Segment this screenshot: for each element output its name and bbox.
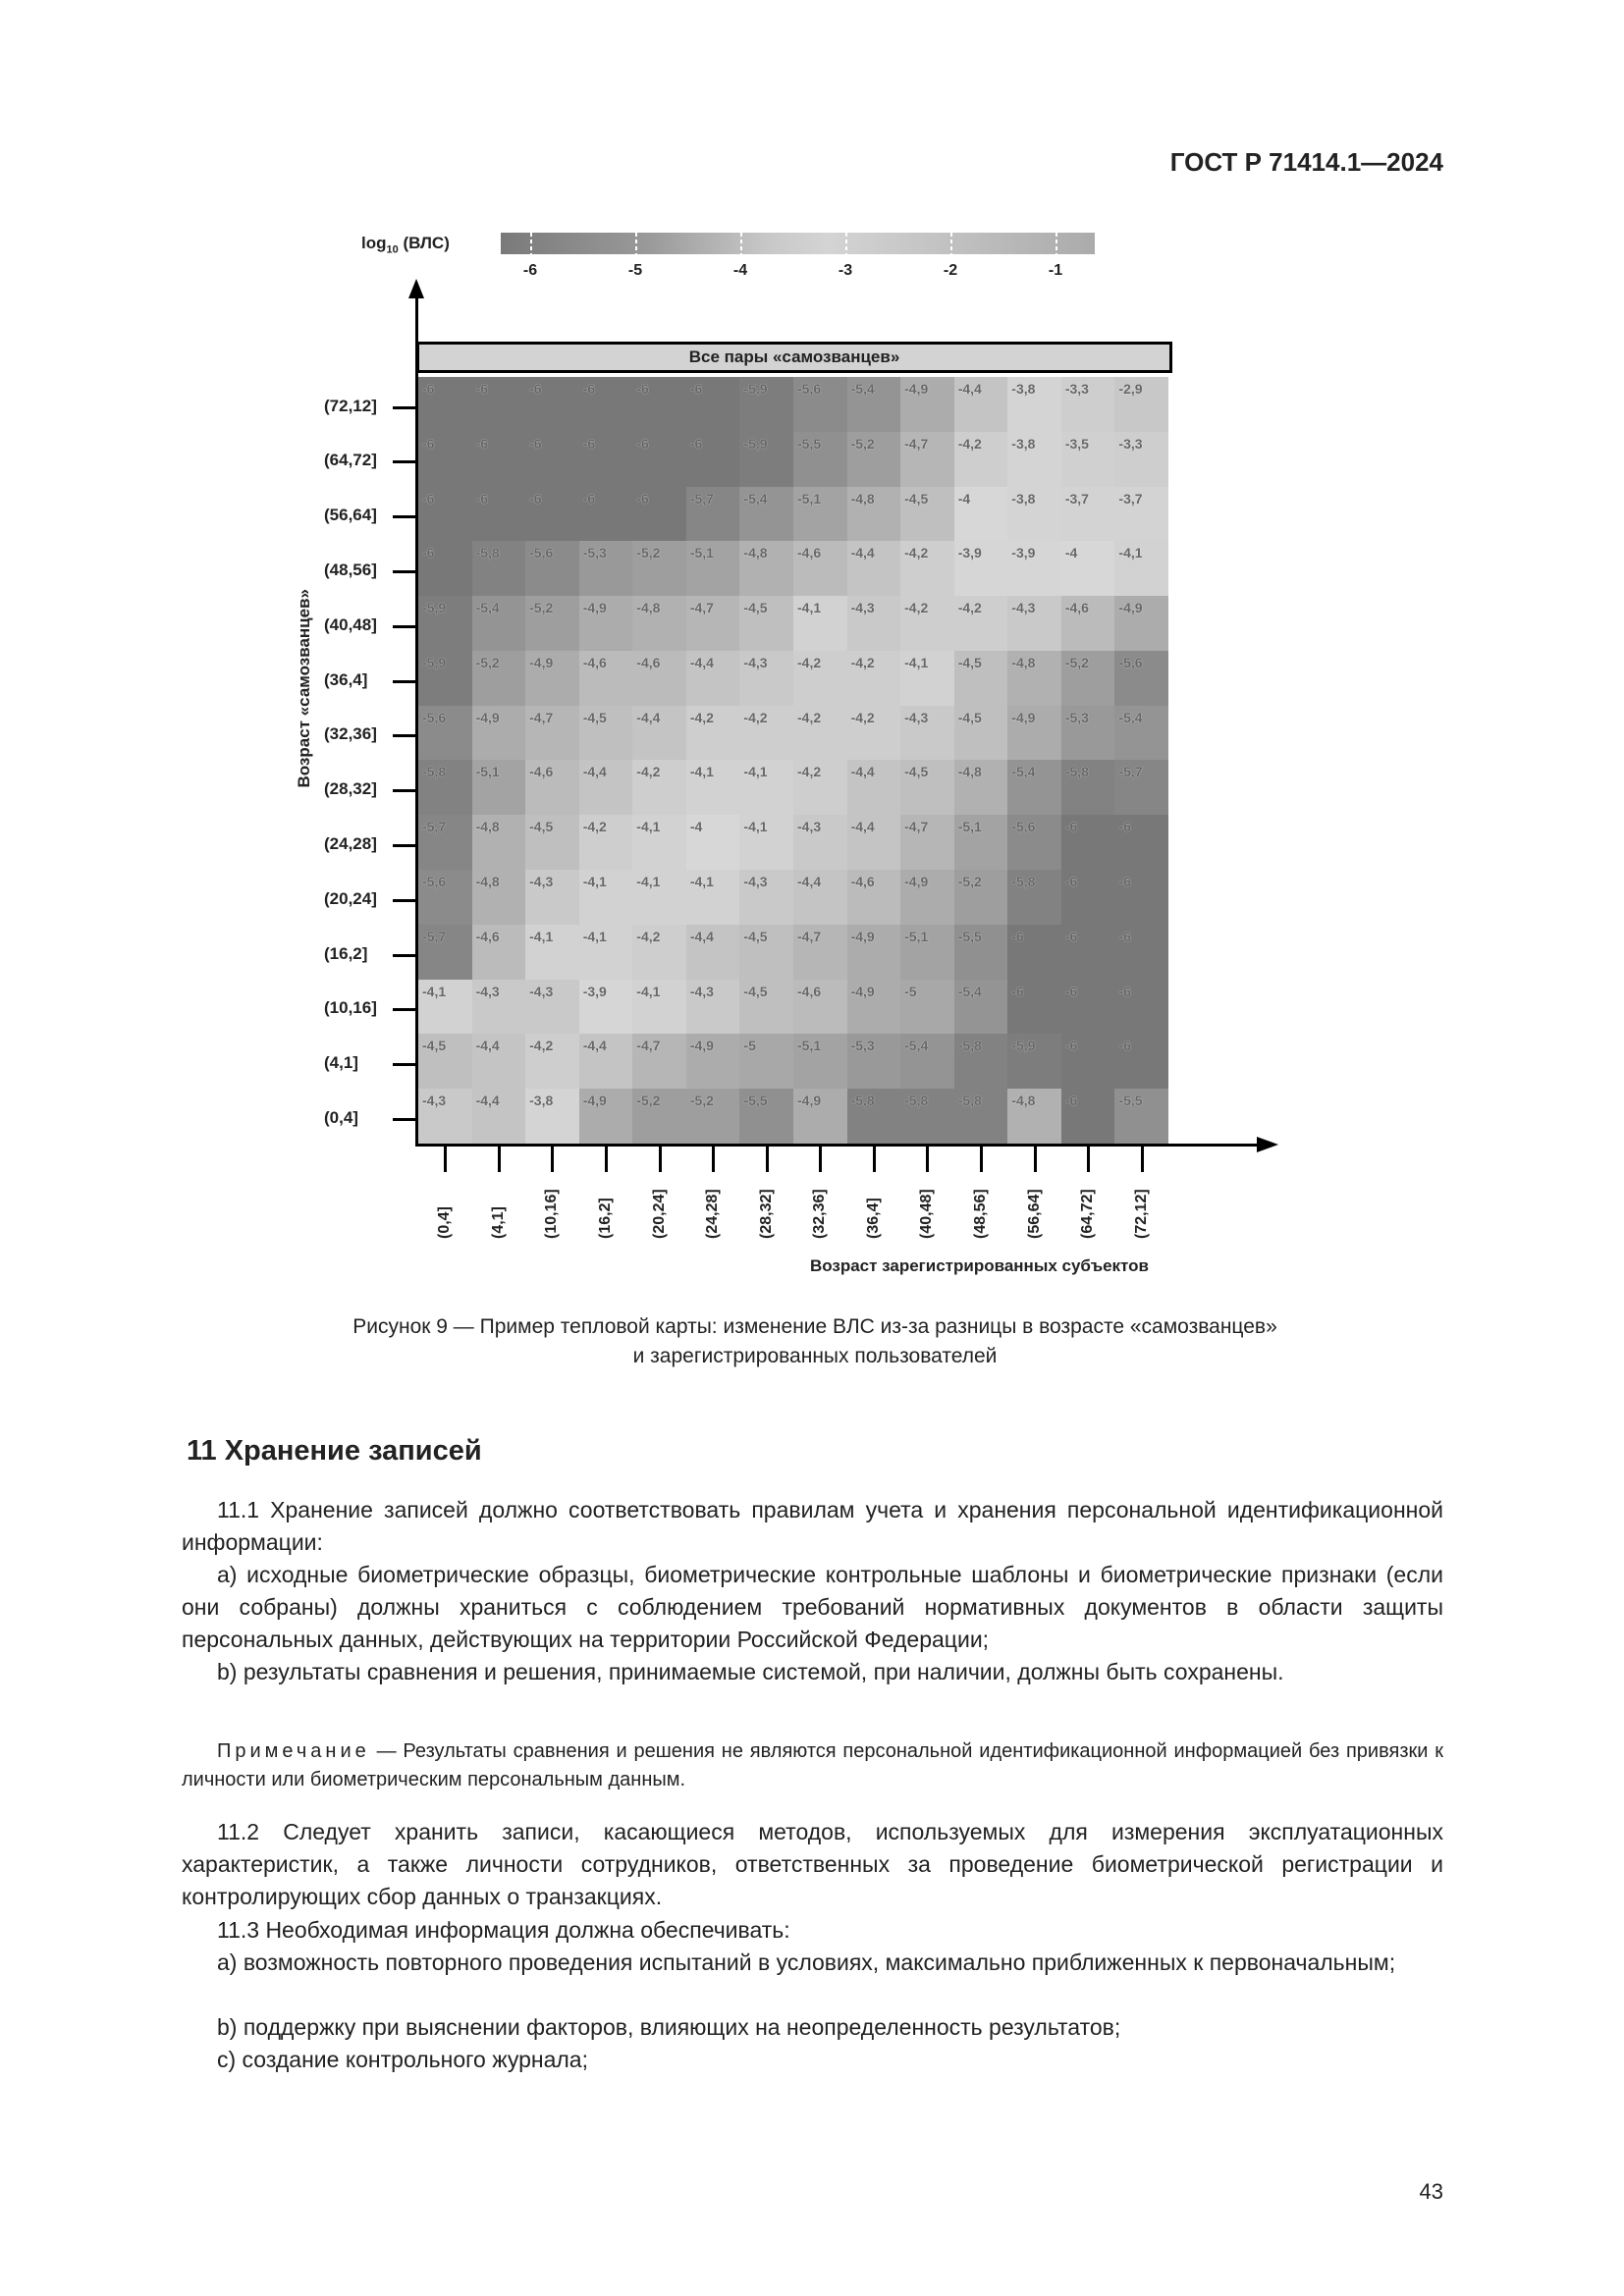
y-tick [393, 1118, 416, 1121]
heatmap-cell: -4,6 [632, 651, 686, 706]
heatmap-cell: -4,1 [686, 870, 740, 925]
heatmap-cell: -4,8 [1007, 1089, 1061, 1144]
heatmap-cell: -5,8 [900, 1089, 954, 1144]
figure-caption-line2: и зарегистрированных пользователей [632, 1345, 998, 1367]
heatmap-cell: -5,4 [472, 596, 526, 651]
heatmap-cell: -5,8 [954, 1089, 1008, 1144]
x-tick-label: (56,64] [1025, 1189, 1043, 1239]
heatmap-cell: -4,1 [632, 815, 686, 870]
heatmap-cell: -6 [472, 487, 526, 542]
colorbar-tick-label: -1 [1048, 262, 1063, 279]
heatmap-cell: -6 [632, 377, 686, 432]
x-axis-arrow-icon [1257, 1137, 1278, 1152]
y-tick-label: (24,28] [324, 833, 377, 853]
x-tick [766, 1147, 769, 1172]
x-tick-label: (10,16] [543, 1189, 561, 1239]
heatmap-cell: -4,1 [739, 815, 793, 870]
heatmap-cell: -4,5 [900, 760, 954, 815]
heatmap-cell: -3,9 [579, 980, 633, 1035]
colorbar-tick-label: -2 [943, 262, 958, 279]
paragraph-11-3-c: c) создание контрольного журнала; [217, 2047, 588, 2072]
y-tick-label: (16,2] [324, 943, 368, 963]
colorbar-tick-label: -4 [732, 262, 748, 279]
heatmap-cell: -4,4 [579, 760, 633, 815]
heatmap-cell: -6 [632, 432, 686, 487]
heatmap-cell: -6 [525, 487, 579, 542]
heatmap-cell: -4,9 [579, 596, 633, 651]
heatmap-cell: -4,3 [525, 980, 579, 1035]
heatmap-cell: -4,2 [525, 1034, 579, 1089]
heatmap-cell: -5,2 [954, 870, 1008, 925]
paragraph-11-3: 11.3 Необходимая информация должна обеспечивать: [217, 1917, 790, 1943]
heatmap-cell: -5,9 [739, 377, 793, 432]
heatmap-cell: -4,2 [900, 596, 954, 651]
heatmap-cell: -6 [579, 377, 633, 432]
heatmap-cell: -4,8 [472, 870, 526, 925]
note-text: — Результаты сравнения и решения не являются персональной идентификационной информацией без привязки к личности или биометрическим персональным данным. [182, 1740, 1443, 1790]
heatmap-cell: -6 [1061, 925, 1115, 980]
heatmap-cell: -4,5 [739, 596, 793, 651]
heatmap-cell: -5,8 [847, 1089, 901, 1144]
colorbar-tick-label: -6 [522, 262, 538, 279]
heatmap-cell: -4,8 [632, 596, 686, 651]
x-tick-label: (40,48] [918, 1189, 936, 1239]
note-label: Примечание [217, 1740, 370, 1762]
heatmap-cell: -4,9 [900, 870, 954, 925]
x-tick-label: (4,1] [489, 1206, 507, 1239]
heatmap-cell: -5,4 [900, 1034, 954, 1089]
heatmap-cell: -5,9 [418, 651, 472, 706]
heatmap-cell: -4,6 [579, 651, 633, 706]
heatmap-cell: -4,6 [472, 925, 526, 980]
heatmap-cell: -4,9 [525, 651, 579, 706]
colorbar-label-main: log [361, 234, 387, 252]
heatmap-cell: -6 [632, 487, 686, 542]
heatmap-cell: -5,6 [418, 706, 472, 761]
x-tick [1034, 1147, 1037, 1172]
heatmap-cell: -5,6 [1114, 651, 1168, 706]
heatmap-cell: -4,3 [739, 870, 793, 925]
heatmap-cell: -4,6 [525, 760, 579, 815]
heatmap-cell: -4,6 [793, 541, 847, 596]
heatmap-cell: -6 [418, 541, 472, 596]
heatmap-cell: -4,3 [847, 596, 901, 651]
heatmap-cell: -6 [686, 377, 740, 432]
heatmap-cell: -4,2 [954, 432, 1008, 487]
y-tick-label: (72,12] [324, 396, 377, 415]
heatmap-cell: -4,9 [793, 1089, 847, 1144]
colorbar-tick [1056, 233, 1057, 254]
heatmap-cell: -5,2 [525, 596, 579, 651]
heatmap-cell: -4,4 [472, 1034, 526, 1089]
x-tick-label: (20,24] [650, 1189, 668, 1239]
heatmap-cell: -4,1 [739, 760, 793, 815]
paragraph-11-1: 11.1 Хранение записей должно соответствовать правилам учета и хранения персональной идентификационной информации: [182, 1497, 1443, 1555]
heatmap-cell: -5,2 [847, 432, 901, 487]
heatmap-cell: -5,5 [739, 1089, 793, 1144]
y-tick-label: (40,48] [324, 614, 377, 634]
heatmap-cell: -4,5 [900, 487, 954, 542]
paragraph-11-3-a: а) возможность повторного проведения испытаний в условиях, максимально приближенных к первоначальным; [217, 1949, 1396, 1975]
heatmap-cell: -6 [1061, 1089, 1115, 1144]
heatmap-cell: -4,9 [1007, 706, 1061, 761]
x-tick [444, 1147, 447, 1172]
note [182, 1737, 1443, 1794]
heatmap-cell: -6 [1114, 815, 1168, 870]
heatmap-cell: -4,6 [793, 980, 847, 1035]
heatmap-cell: -6 [1061, 980, 1115, 1035]
heatmap-cell: -4,7 [793, 925, 847, 980]
heatmap-cell: -4,8 [472, 815, 526, 870]
heatmap-cell: -3,9 [1007, 541, 1061, 596]
heatmap-cell: -6 [418, 432, 472, 487]
heatmap-cell: -5,8 [418, 760, 472, 815]
heatmap-cell: -4,7 [686, 596, 740, 651]
heatmap-cell: -5,8 [1061, 760, 1115, 815]
heatmap-cell: -4,2 [954, 596, 1008, 651]
heatmap-cell: -4,2 [793, 760, 847, 815]
heatmap-cell: -4,4 [472, 1089, 526, 1144]
heatmap-cell: -4,5 [525, 815, 579, 870]
paragraph-11-1-a: а) исходные биометрические образцы, биометрические контрольные шаблоны и биометрические признаки (если они собраны) должны храниться с соблюдением требований нормативных документов в области защиты персональных данных, действующих на территории Российской Федерации; [182, 1562, 1443, 1652]
y-tick [393, 570, 416, 573]
heatmap-cell: -5,9 [739, 432, 793, 487]
heatmap-cell: -3,8 [1007, 432, 1061, 487]
heatmap-cell: -4,7 [525, 706, 579, 761]
x-tick [712, 1147, 715, 1172]
heatmap-cell: -3,8 [525, 1089, 579, 1144]
y-tick [393, 844, 416, 847]
heatmap-cell: -4,4 [954, 377, 1008, 432]
heatmap-title-banner: Все пары «самозванцев» [416, 342, 1172, 373]
heatmap-cell: -5,8 [1007, 870, 1061, 925]
heatmap-cell: -4,5 [739, 980, 793, 1035]
paragraph-11-2: 11.2 Следует хранить записи, касающиеся методов, используемых для измерения эксплуатационных характеристик, а также личности сотрудников, ответственных за проведение биометрической регистрации и контролирующих сбор данных о транзакциях. [182, 1819, 1443, 1909]
y-tick [393, 954, 416, 957]
heatmap-cell: -5,5 [954, 925, 1008, 980]
y-tick-label: (32,36] [324, 724, 377, 744]
heatmap-cell: -4,1 [579, 870, 633, 925]
y-tick [393, 1063, 416, 1066]
heatmap-cell: -6 [418, 487, 472, 542]
heatmap-cell: -4,5 [954, 706, 1008, 761]
y-tick-label: (0,4] [324, 1107, 358, 1127]
heatmap-cell: -3,7 [1061, 487, 1115, 542]
heatmap-cell: -4,1 [686, 760, 740, 815]
heatmap-cell: -6 [579, 432, 633, 487]
x-tick [926, 1147, 929, 1172]
heatmap-cell: -4,3 [793, 815, 847, 870]
heatmap-cell: -5,1 [793, 487, 847, 542]
heatmap-cell: -5,6 [418, 870, 472, 925]
heatmap-cell: -6 [1061, 1034, 1115, 1089]
y-tick [393, 734, 416, 737]
y-tick [393, 515, 416, 518]
heatmap-cell: -5,1 [900, 925, 954, 980]
section-heading: 11 Хранение записей [187, 1435, 482, 1467]
heatmap-cell: -4,4 [847, 815, 901, 870]
heatmap-cell: -4,1 [1114, 541, 1168, 596]
y-tick-label: (4,1] [324, 1053, 358, 1073]
heatmap-cell: -2,9 [1114, 377, 1168, 432]
heatmap-cell: -5,7 [418, 815, 472, 870]
heatmap-cell: -5,4 [1007, 760, 1061, 815]
x-tick-label: (72,12] [1132, 1189, 1150, 1239]
heatmap-cell: -4,8 [1007, 651, 1061, 706]
figure-caption-line1: Рисунок 9 — Пример тепловой карты: изменение ВЛС из-за разницы в возрасте «самозванцев» [352, 1315, 1277, 1338]
x-tick-label: (36,4] [864, 1198, 882, 1239]
heatmap-cell: -4,2 [579, 815, 633, 870]
heatmap-cell: -4,9 [686, 1034, 740, 1089]
heatmap-cell: -5,6 [793, 377, 847, 432]
heatmap-cell: -5,1 [472, 760, 526, 815]
y-tick-label: (64,72] [324, 451, 377, 470]
heatmap-cell: -6 [1114, 925, 1168, 980]
heatmap-cell: -4,2 [793, 706, 847, 761]
heatmap-cell: -5,4 [847, 377, 901, 432]
page-number: 43 [1419, 2179, 1443, 2204]
heatmap-cell: -5,7 [418, 925, 472, 980]
heatmap-cell: -5,4 [954, 980, 1008, 1035]
x-tick [605, 1147, 608, 1172]
heatmap-cell: -6 [418, 377, 472, 432]
heatmap-cell: -5,1 [686, 541, 740, 596]
heatmap-cell: -4,1 [632, 870, 686, 925]
y-tick-label: (10,16] [324, 998, 377, 1018]
heatmap-cell: -6 [1114, 980, 1168, 1035]
heatmap-cell: -4,2 [793, 651, 847, 706]
x-tick [1141, 1147, 1144, 1172]
heatmap-cell: -5,3 [847, 1034, 901, 1089]
heatmap-cell: -4,4 [579, 1034, 633, 1089]
heatmap-cell: -5,2 [472, 651, 526, 706]
heatmap-cell: -6 [686, 432, 740, 487]
heatmap-cell: -4,8 [847, 487, 901, 542]
heatmap-cell: -3,5 [1061, 432, 1115, 487]
x-tick-label: (24,28] [704, 1189, 722, 1239]
heatmap-cell: -4,7 [632, 1034, 686, 1089]
heatmap-cell: -5,2 [632, 1089, 686, 1144]
heatmap-cell: -3,7 [1114, 487, 1168, 542]
x-tick [498, 1147, 501, 1172]
heatmap-cell: -6 [1007, 925, 1061, 980]
heatmap-cell: -4,9 [847, 925, 901, 980]
colorbar-tick [635, 233, 637, 254]
x-tick [873, 1147, 876, 1172]
heatmap-cell: -4,9 [472, 706, 526, 761]
heatmap-cell: -3,9 [954, 541, 1008, 596]
heatmap-cell: -5,5 [1114, 1089, 1168, 1144]
heatmap-cell: -5,9 [418, 596, 472, 651]
heatmap-cell: -6 [1114, 1034, 1168, 1089]
x-tick-label: (32,36] [811, 1189, 829, 1239]
heatmap-cell: -4,6 [847, 870, 901, 925]
heatmap-cell: -4 [686, 815, 740, 870]
heatmap-cell: -4,3 [686, 980, 740, 1035]
heatmap-cell: -5,2 [632, 541, 686, 596]
paragraph-11-3-b: b) поддержку при выяснении факторов, влияющих на неопределенность результатов; [217, 2014, 1121, 2040]
heatmap-cell: -4,3 [900, 706, 954, 761]
y-tick-label: (36,4] [324, 669, 368, 689]
heatmap-cell: -4,3 [739, 651, 793, 706]
heatmap-cell: -4,5 [579, 706, 633, 761]
colorbar-label [361, 234, 450, 255]
y-axis-title: Возраст «самозванцев» [295, 589, 313, 788]
colorbar-tick-label: -3 [838, 262, 853, 279]
heatmap-cell: -4,9 [900, 377, 954, 432]
heatmap-cell: -4,2 [686, 706, 740, 761]
paragraph-11-1-b: b) результаты сравнения и решения, принимаемые системой, при наличии, должны быть сохранены. [217, 1659, 1284, 1684]
heatmap-cell: -4,1 [900, 651, 954, 706]
heatmap-cell: -4,4 [793, 870, 847, 925]
colorbar-tick [740, 233, 742, 254]
heatmap-cell: -5,8 [472, 541, 526, 596]
heatmap-cell: -5,8 [954, 1034, 1008, 1089]
heatmap-cell: -6 [1007, 980, 1061, 1035]
heatmap-cell: -5,6 [1007, 815, 1061, 870]
heatmap-cell: -4,4 [847, 760, 901, 815]
colorbar-tick [530, 233, 532, 254]
heatmap-cell: -4 [1061, 541, 1115, 596]
document-id-header: ГОСТ Р 71414.1—2024 [1169, 147, 1443, 177]
heatmap-cell: -4,1 [579, 925, 633, 980]
heatmap-cell: -4,2 [739, 706, 793, 761]
heatmap-cell: -3,8 [1007, 487, 1061, 542]
heatmap-cell: -4,8 [739, 541, 793, 596]
y-tick-label: (28,32] [324, 779, 377, 799]
heatmap-cell: -3,3 [1061, 377, 1115, 432]
heatmap-cell: -5,7 [1114, 760, 1168, 815]
heatmap-cell: -4,2 [632, 760, 686, 815]
colorbar-tick [845, 233, 847, 254]
heatmap-cell: -6 [579, 487, 633, 542]
heatmap-cell: -4,2 [847, 651, 901, 706]
heatmap-cell: -5,2 [686, 1089, 740, 1144]
y-tick [393, 625, 416, 628]
heatmap-cell: -4,8 [954, 760, 1008, 815]
x-tick-label: (16,2] [597, 1198, 614, 1239]
y-tick-label: (48,56] [324, 561, 377, 580]
x-tick [551, 1147, 554, 1172]
heatmap-cell: -4,1 [793, 596, 847, 651]
heatmap-cell: -4,1 [418, 980, 472, 1035]
y-tick [393, 460, 416, 463]
colorbar-tick-label: -5 [627, 262, 643, 279]
heatmap-cell: -5 [739, 1034, 793, 1089]
heatmap-cell: -6 [1114, 870, 1168, 925]
heatmap-cell: -5,7 [686, 487, 740, 542]
heatmap-cell: -4,9 [847, 980, 901, 1035]
colorbar [501, 233, 1095, 279]
heatmap-cell: -4,4 [632, 706, 686, 761]
heatmap-cell: -4,7 [900, 432, 954, 487]
heatmap-cell: -4,7 [900, 815, 954, 870]
heatmap-cell: -6 [472, 432, 526, 487]
heatmap-cell: -4,3 [525, 870, 579, 925]
heatmap-cell: -4,1 [525, 925, 579, 980]
heatmap-cell: -4,4 [686, 651, 740, 706]
heatmap-cell: -5 [900, 980, 954, 1035]
heatmap-cell: -4,5 [739, 925, 793, 980]
heatmap-cell: -5,3 [1061, 706, 1115, 761]
heatmap-cell: -6 [1061, 870, 1115, 925]
heatmap-cell: -6 [1061, 815, 1115, 870]
heatmap-cell: -4,2 [900, 541, 954, 596]
x-tick-label: (0,4] [436, 1206, 454, 1239]
heatmap-cell: -5,9 [1007, 1034, 1061, 1089]
y-tick-label: (56,64] [324, 506, 377, 525]
heatmap-cell: -6 [525, 377, 579, 432]
heatmap-cell: -6 [472, 377, 526, 432]
x-tick [819, 1147, 822, 1172]
y-tick [393, 1008, 416, 1011]
heatmap-cell: -5,5 [793, 432, 847, 487]
heatmap-cell: -4,6 [1061, 596, 1115, 651]
x-tick-label: (48,56] [972, 1189, 989, 1239]
y-tick [393, 789, 416, 792]
x-tick-label: (28,32] [757, 1189, 775, 1239]
colorbar-label-rest: (ВЛС) [398, 234, 450, 252]
heatmap-cell: -4,1 [632, 980, 686, 1035]
heatmap-cell: -4,4 [847, 541, 901, 596]
x-tick [980, 1147, 983, 1172]
heatmap-cell: -3,3 [1114, 432, 1168, 487]
heatmap-cell: -4,2 [632, 925, 686, 980]
heatmap-cell: -5,3 [579, 541, 633, 596]
heatmap-cell: -5,1 [793, 1034, 847, 1089]
heatmap-cell: -4,9 [1114, 596, 1168, 651]
heatmap-cell: -5,4 [739, 487, 793, 542]
x-tick [659, 1147, 662, 1172]
heatmap-cell: -4,3 [1007, 596, 1061, 651]
heatmap-cell: -5,2 [1061, 651, 1115, 706]
heatmap-cell: -5,4 [1114, 706, 1168, 761]
colorbar-label-sub: 10 [386, 243, 399, 256]
y-tick [393, 680, 416, 683]
y-tick [393, 899, 416, 902]
heatmap-cell: -4,4 [686, 925, 740, 980]
colorbar-tick [950, 233, 952, 254]
heatmap-cell: -3,8 [1007, 377, 1061, 432]
heatmap-cell: -4,9 [579, 1089, 633, 1144]
heatmap-cell: -5,6 [525, 541, 579, 596]
x-axis-title: Возраст зарегистрированных субъектов [809, 1256, 1149, 1275]
y-tick-label: (20,24] [324, 888, 377, 908]
x-axis-line [415, 1144, 1260, 1147]
heatmap-cell: -6 [525, 432, 579, 487]
heatmap-cell: -4,3 [418, 1089, 472, 1144]
heatmap-cell: -4,3 [472, 980, 526, 1035]
heatmap-cell: -4,5 [954, 651, 1008, 706]
heatmap-cell: -4,2 [847, 706, 901, 761]
x-tick-label: (64,72] [1079, 1189, 1097, 1239]
heatmap-grid [418, 377, 1168, 1144]
y-tick [393, 406, 416, 409]
heatmap-cell: -4 [954, 487, 1008, 542]
heatmap-cell: -4,5 [418, 1034, 472, 1089]
x-tick [1087, 1147, 1090, 1172]
heatmap-cell: -5,1 [954, 815, 1008, 870]
